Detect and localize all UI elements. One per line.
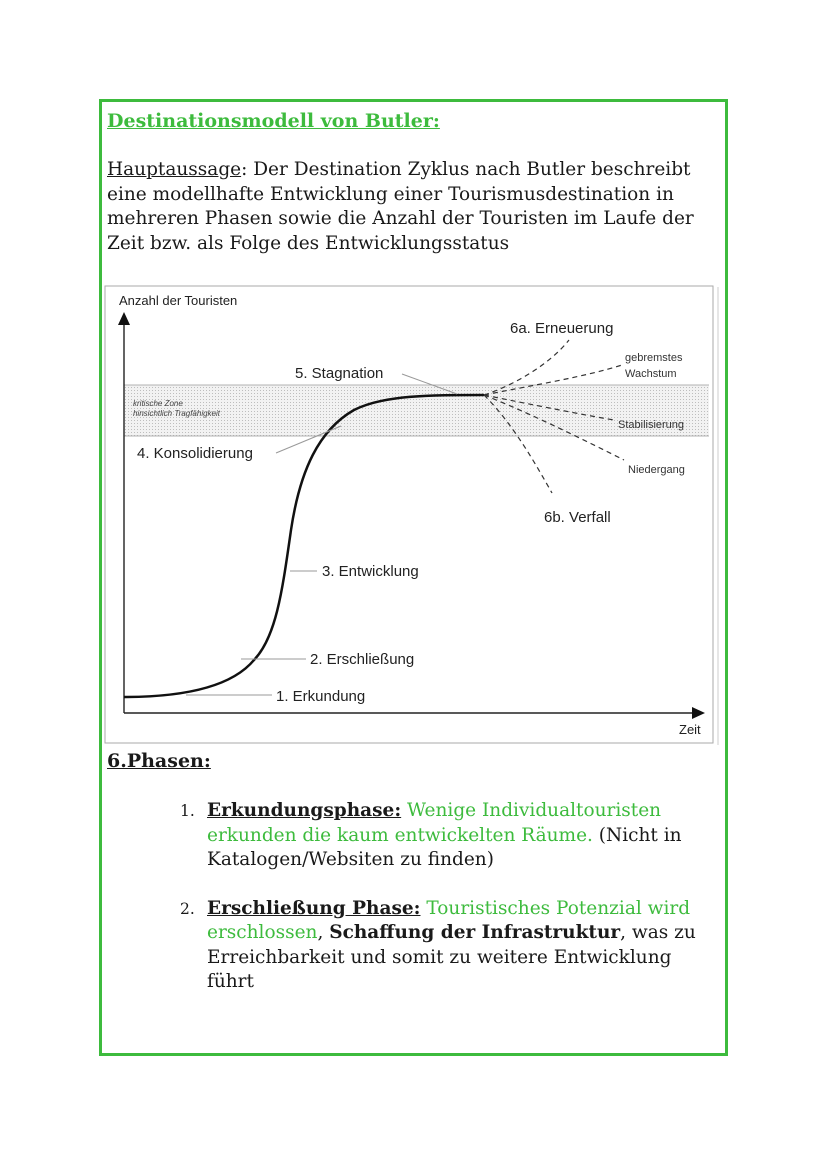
phases-heading: 6.Phasen: xyxy=(107,750,211,772)
y-axis-label: Anzahl der Touristen xyxy=(119,293,238,308)
y-axis-arrow xyxy=(118,312,130,325)
phase-item xyxy=(180,799,700,873)
phase-text-a: , xyxy=(317,922,330,943)
butler-cycle-diagram xyxy=(104,285,722,747)
phase-bold-text: Schaffung der Infrastruktur xyxy=(329,922,621,943)
phase-text-b: , was zu Erreichbarkeit und somit zu weitere Entwicklung führt xyxy=(207,922,696,992)
phase-title: Erschließung Phase: xyxy=(207,897,421,919)
phase-green-text: Touristisches Potenzial wird erschlossen xyxy=(207,897,691,943)
main-statement xyxy=(107,158,713,256)
phase-item xyxy=(180,897,700,995)
x-axis-arrow xyxy=(692,707,705,719)
phase-text: (Nicht in Katalogen/Websiten zu finden) xyxy=(207,824,682,870)
critical-zone-label-line1: kritische Zone xyxy=(133,399,183,408)
stage-label-entwicklung: 3. Entwicklung xyxy=(322,563,419,580)
phase-number: 1. xyxy=(180,802,195,820)
phases-list xyxy=(180,799,700,1019)
x-axis-label: Zeit xyxy=(679,722,701,737)
stage-label-stagnation: 5. Stagnation xyxy=(295,365,384,382)
phase-number: 2. xyxy=(180,899,195,918)
main-statement-text: Der Destination Zyklus nach Butler beschreibt eine modellhafte Entwicklung einer Tourismusdestination in mehreren Phasen sowie die Anzahl der Touristen im Laufe der Zeit bzw. als Folge des Entwicklungsstatus xyxy=(107,159,694,254)
branch-label-decline: Niedergang xyxy=(628,464,685,476)
branch-label-stabilization: Stabilisierung xyxy=(618,419,685,431)
stage-label-erkundung: 1. Erkundung xyxy=(276,688,366,705)
branch-label-slowed-growth-line2: Wachstum xyxy=(625,368,677,380)
stage-label-konsolidierung: 4. Konsolidierung xyxy=(137,445,253,462)
stage-label-erschliessung: 2. Erschließung xyxy=(310,651,415,668)
destination-lifecycle-curve xyxy=(124,395,484,697)
chart-border xyxy=(105,286,713,743)
main-statement-colon: : xyxy=(241,159,248,180)
branch-label-renewal: 6a. Erneuerung xyxy=(510,320,614,337)
critical-zone-label-line2: hinsichtlich Tragfähigkeit xyxy=(133,409,221,418)
branch-label-slowed-growth-line1: gebremstes xyxy=(625,352,683,364)
branch-label-decay: 6b. Verfall xyxy=(544,509,611,526)
phase-title: Erkundungsphase: xyxy=(207,800,402,821)
phase-green-text: Wenige Individualtouristen erkunden die kaum entwickelten Räume. xyxy=(207,800,662,846)
document-title: Destinationsmodell von Butler: xyxy=(107,110,440,132)
main-statement-label: Hauptaussage xyxy=(107,159,242,180)
